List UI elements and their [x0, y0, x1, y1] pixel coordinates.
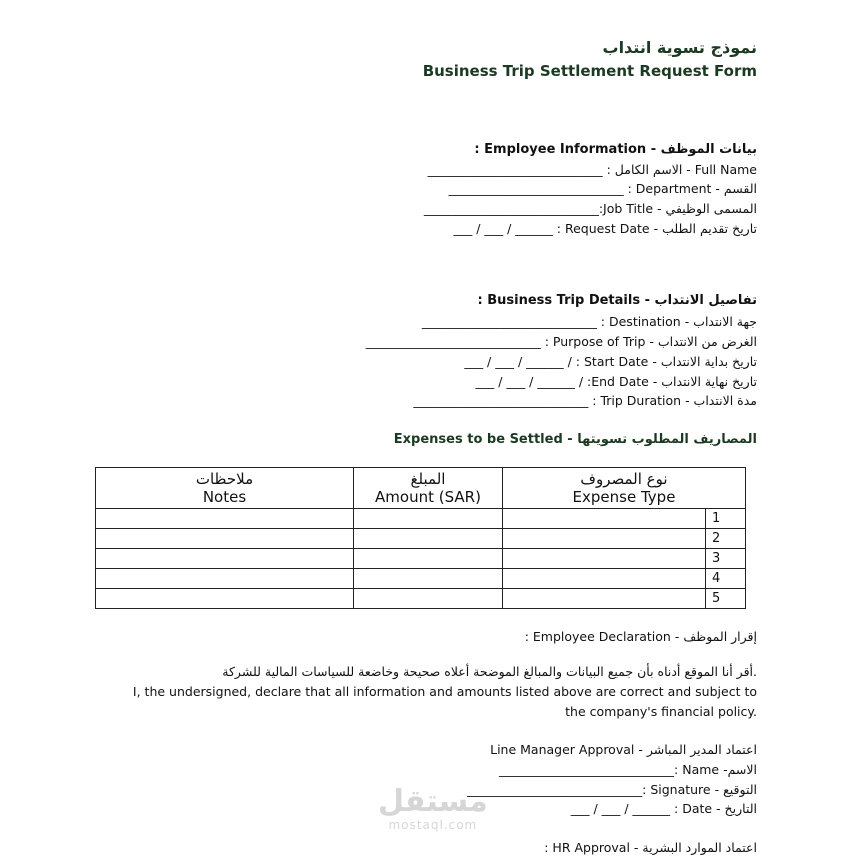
- page-title-en: Business Trip Settlement Request Form: [422, 62, 757, 80]
- declaration-text-en-2: the company's financial policy.: [565, 704, 757, 719]
- expenses-heading: المصاريف المطلوب تسويتها - Expenses to be Settled: [393, 432, 757, 447]
- field-end-date: تاريخ نهاية الانتداب - End Date: / ______ / ___ / ___: [475, 374, 757, 389]
- declaration-text-ar: .أقر أنا الموقع أدناه بأن جميع البيانات والمبالغ الموضحة أعلاه صحيحة وخاضعة للسياسات المالية للشركة: [222, 664, 757, 679]
- field-destination: جهة الانتداب - Destination : ____________________________: [421, 314, 757, 329]
- field-trip-duration: مدة الانتداب - Trip Duration : ____________________________: [413, 393, 757, 408]
- field-department: القسم - Department : ____________________________: [448, 181, 757, 196]
- declaration-heading: إقرار الموظف - Employee Declaration :: [524, 629, 757, 644]
- row-number: 4: [706, 569, 746, 589]
- row-number: 2: [706, 529, 746, 549]
- employee-info-heading: بيانات الموظف - Employee Information :: [474, 142, 757, 157]
- col-amount: المبلغ Amount (SAR): [354, 468, 503, 509]
- hr-approval-heading: اعتماد الموارد البشرية - HR Approval :: [544, 840, 757, 855]
- col-expense-type: نوع المصروف Expense Type: [503, 468, 746, 509]
- manager-signature-field: التوقيع - Signature :____________________________: [467, 782, 757, 797]
- manager-name-field: الاسم- Name :____________________________: [499, 762, 757, 777]
- table-row: [96, 549, 746, 569]
- field-request-date: تاريخ تقديم الطلب - Request Date : ______ / ___ / ___: [453, 221, 757, 236]
- table-header-row: [96, 468, 746, 509]
- manager-approval-heading: اعتماد المدير المباشر - Line Manager Approval: [490, 742, 757, 757]
- watermark-brand-en: mostaql.com: [388, 818, 478, 832]
- table-row: [96, 569, 746, 589]
- declaration-text-en-1: I, the undersigned, declare that all information and amounts listed above are correct and subject to: [132, 684, 757, 699]
- field-start-date: تاريخ بداية الانتداب - Start Date : / ______ / ___ / ___: [464, 354, 757, 369]
- col-notes: ملاحظات Notes: [96, 468, 354, 509]
- row-number: 1: [706, 509, 746, 529]
- table-row: [96, 589, 746, 609]
- table-row: [96, 509, 746, 529]
- watermark-brand-ar: مستقل: [378, 784, 488, 819]
- trip-details-heading: تفاصيل الانتداب - Business Trip Details :: [477, 293, 757, 308]
- row-number: 3: [706, 549, 746, 569]
- mostaql-watermark: [378, 786, 488, 832]
- field-full-name: Full Name - الاسم الكامل : ____________________________: [427, 162, 757, 177]
- page-title-ar: نموذج تسوية انتداب: [602, 38, 757, 57]
- table-row: [96, 529, 746, 549]
- field-job-title: المسمى الوظيفي - Job Title:____________________________: [423, 201, 757, 216]
- expenses-table: [95, 467, 746, 609]
- row-number: 5: [706, 589, 746, 609]
- field-purpose: الغرض من الانتداب - Purpose of Trip : ____________________________: [365, 334, 757, 349]
- manager-date-field: التاريخ - Date : ______ / ___ / ___: [570, 801, 757, 816]
